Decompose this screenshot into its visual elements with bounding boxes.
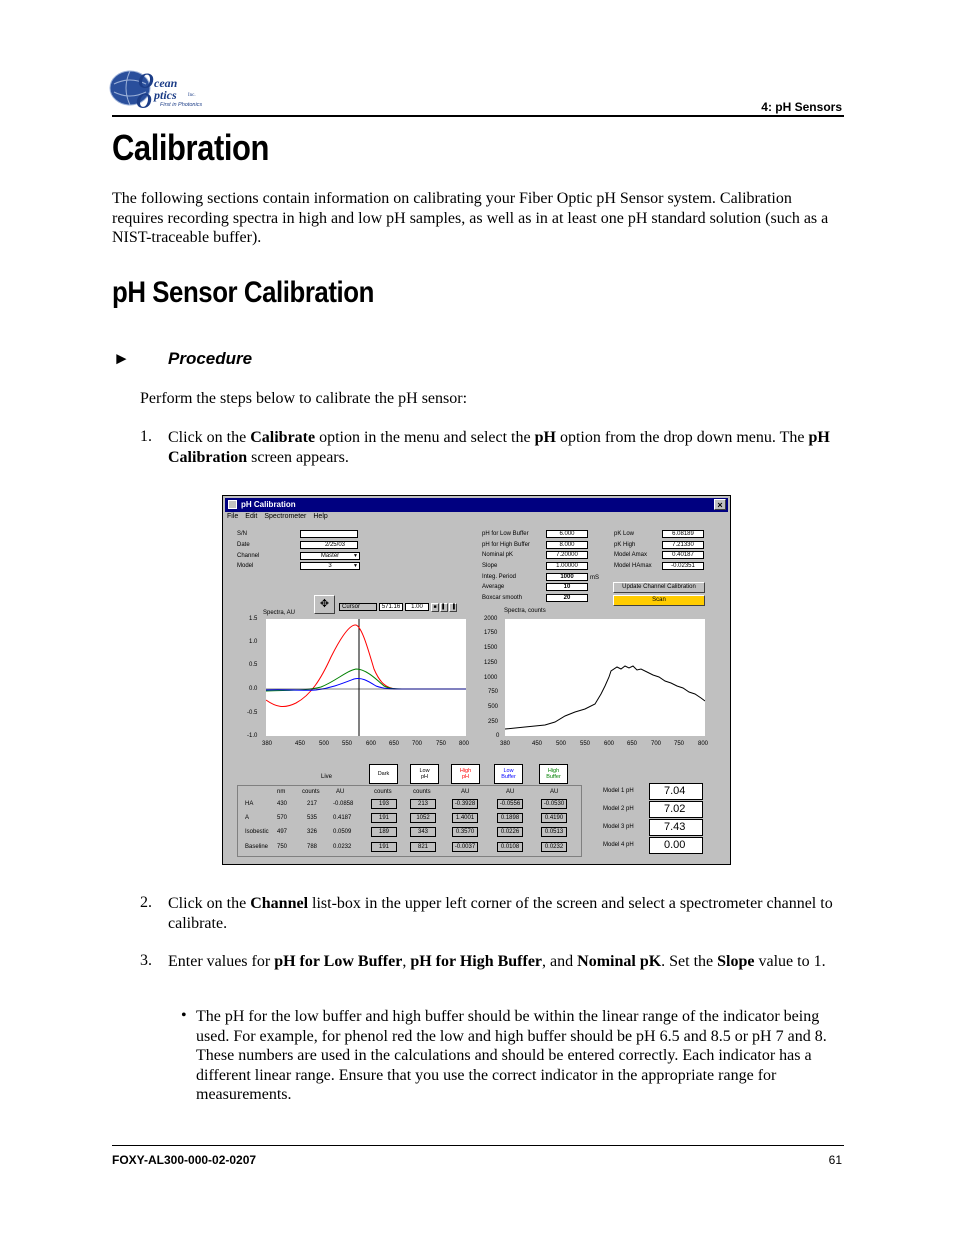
cursor-label: Cursor: [339, 603, 377, 611]
table-cell: 1.4001: [452, 813, 478, 823]
right-plot-title: Spectra, counts: [504, 608, 546, 614]
row-nm: 570: [277, 815, 288, 821]
right-xtick: 650: [627, 741, 638, 747]
col-counts: counts: [302, 789, 320, 795]
row-counts: 326: [307, 829, 318, 835]
right-xtick: 550: [580, 741, 591, 747]
pk-high-label: pK High: [614, 542, 636, 548]
table-cell: 189: [371, 827, 397, 837]
table-cell: -0.3928: [452, 799, 478, 809]
ph-low-buffer-label: pH for Low Buffer: [482, 531, 529, 537]
sn-label: S/N: [237, 531, 248, 537]
cursor-flag-icon[interactable]: ▌: [440, 603, 448, 612]
table-cell: 0.0513: [541, 827, 567, 837]
left-xtick: 600: [366, 741, 377, 747]
integ-period-label: Integ. Period: [482, 574, 517, 580]
right-ytick: 1000: [484, 675, 498, 681]
step-2-text: Click on the Channel list-box in the upper left corner of the screen and select a spectrometer channel to calibrate.: [168, 895, 833, 932]
model-amax-field: 0.40187: [662, 551, 704, 559]
row-counts: 788: [307, 844, 318, 850]
bullet-text: The pH for the low buffer and high buffer should be within the linear range of the indicator being used. For example, for phenol red the low and high buffer should be pH 6.5 and 8.5 or pH 7 and 8. These numbers are used in the calculations and should be entered correctly. Each indicator has a different linear range. Ensure that you use the correct indicator in the appropriate range for measurements.: [196, 1008, 827, 1103]
high-ph-button[interactable]: High pH: [451, 764, 480, 784]
left-spectra-plot: [266, 619, 466, 736]
channel-label: Channel: [237, 553, 260, 559]
table-cell: -0.0556: [497, 799, 523, 809]
footer-rule: [112, 1145, 844, 1146]
row-counts: 535: [307, 815, 318, 821]
bullet-icon: •: [181, 1007, 187, 1024]
low-ph-button[interactable]: Low pH: [410, 764, 439, 784]
right-xtick: 500: [556, 741, 567, 747]
row-name: A: [245, 815, 250, 821]
table-cell: 193: [371, 799, 397, 809]
logo-word-2: ptics: [154, 88, 177, 102]
document-number: FOXY-AL300-000-02-0207: [112, 1153, 257, 1167]
right-xtick: 750: [674, 741, 685, 747]
row-name: Baseline: [245, 844, 269, 850]
ph-high-buffer-label: pH for High Buffer: [482, 542, 530, 548]
date-field[interactable]: 2/25/03: [300, 541, 358, 549]
counts-curve: [505, 666, 705, 729]
left-ytick: 0.5: [249, 662, 258, 668]
table-cell: -0.0037: [452, 842, 478, 852]
cursor-step-right-icon[interactable]: ▐: [449, 603, 457, 612]
cursor-step-icon[interactable]: ■: [431, 603, 439, 612]
right-xtick: 450: [532, 741, 543, 747]
window-titlebar: [225, 498, 728, 512]
menu-bar: [227, 513, 335, 520]
pk-low-field: 6.08189: [662, 530, 704, 538]
scan-button[interactable]: Scan: [613, 595, 705, 606]
col-nm: nm: [277, 789, 286, 795]
high-buffer-button[interactable]: High Buffer: [539, 764, 568, 784]
ms-unit-label: mS: [590, 575, 599, 581]
model-select[interactable]: 3: [300, 562, 360, 570]
sn-field[interactable]: [300, 530, 358, 538]
step-3-text: Enter values for pH for Low Buffer, pH for High Buffer, and Nominal pK. Set the Slope value to 1.: [168, 953, 826, 970]
nominal-pk-field[interactable]: 7.20000: [546, 551, 588, 559]
chevron-down-icon[interactable]: ▼: [353, 563, 358, 569]
model-1-ph-label: Model 1 pH: [603, 788, 634, 794]
left-xtick: 500: [319, 741, 330, 747]
counts-spectra-svg: [505, 619, 705, 736]
pk-low-label: pK Low: [614, 531, 635, 537]
window-title: pH Calibration: [241, 500, 296, 509]
table-cell: 0.0226: [497, 827, 523, 837]
step-3-number: 3.: [140, 952, 152, 969]
table-cell: 343: [410, 827, 436, 837]
ocean-optics-logo: [108, 66, 226, 112]
model-hamax-field: -0.02351: [662, 562, 704, 570]
row-name: Isobestic: [245, 829, 269, 835]
left-ytick: 0.0: [249, 686, 258, 692]
left-ytick: 1.5: [249, 616, 258, 622]
procedure-lead: Perform the steps below to calibrate the pH sensor:: [140, 390, 468, 407]
menu-help[interactable]: Help: [313, 513, 328, 520]
boxcar-field[interactable]: 20: [546, 594, 588, 602]
slope-field[interactable]: 1.00000: [546, 562, 588, 570]
table-cell: 1052: [410, 813, 436, 823]
col-highph-au: AU: [461, 789, 470, 795]
procedure-arrow-icon: ►: [113, 349, 130, 368]
slope-label: Slope: [482, 563, 498, 569]
row-name: HA: [245, 801, 254, 807]
close-icon[interactable]: ×: [714, 499, 726, 510]
col-lowph-counts: counts: [413, 789, 431, 795]
right-ytick: 1500: [484, 645, 498, 651]
left-xtick: 650: [389, 741, 400, 747]
row-nm: 497: [277, 829, 288, 835]
live-label: Live: [321, 774, 333, 780]
model-hamax-label: Model HAmax: [614, 563, 652, 569]
row-au: 0.0232: [333, 844, 352, 850]
menu-spectrometer[interactable]: Spectrometer: [264, 513, 307, 520]
table-cell: 0.4190: [541, 813, 567, 823]
section-subtitle: pH Sensor Calibration: [112, 276, 374, 309]
logo-word-1: cean: [154, 76, 178, 90]
window-app-icon: [228, 500, 237, 509]
chevron-down-icon[interactable]: ▼: [353, 553, 358, 559]
right-ytick: 1250: [484, 660, 498, 666]
table-cell: 0.3570: [452, 827, 478, 837]
left-xtick: 800: [459, 741, 470, 747]
model-4-ph-value: 0.00: [649, 837, 703, 854]
boxcar-label: Boxcar smooth: [482, 595, 523, 601]
step-1-number: 1.: [140, 428, 152, 445]
integ-period-field[interactable]: 1000: [546, 573, 588, 581]
row-nm: 750: [277, 844, 288, 850]
cursor-value: 1.00: [405, 603, 429, 611]
right-ytick: 750: [488, 689, 499, 695]
row-au: 0.4187: [333, 815, 352, 821]
model-3-ph-value: 7.43: [649, 819, 703, 836]
average-field[interactable]: 10: [546, 583, 588, 591]
row-au: -0.0858: [333, 801, 354, 807]
col-lowbuf-au: AU: [506, 789, 515, 795]
model-3-ph-label: Model 3 pH: [603, 824, 634, 830]
right-spectra-plot: [505, 619, 705, 736]
right-ytick: 1750: [484, 630, 498, 636]
col-highbuf-au: AU: [550, 789, 559, 795]
menu-edit[interactable]: Edit: [245, 513, 258, 520]
table-cell: 0.1898: [497, 813, 523, 823]
left-ytick: -1.0: [247, 733, 258, 739]
channel-select[interactable]: Master: [300, 552, 360, 560]
pk-high-field: 7.21330: [662, 541, 704, 549]
table-cell: -0.0530: [541, 799, 567, 809]
ph-high-buffer-field[interactable]: 8.000: [546, 541, 588, 549]
left-plot-title: Spectra, AU: [263, 610, 296, 616]
model-4-ph-label: Model 4 pH: [603, 842, 634, 848]
left-ytick: 1.0: [249, 639, 258, 645]
model-2-ph-label: Model 2 pH: [603, 806, 634, 812]
svg-text:O: O: [136, 88, 152, 112]
cursor-move-icon[interactable]: ✥: [314, 595, 335, 614]
logo-tagline: First in Photonics: [160, 102, 203, 108]
au-curve-red: [266, 625, 466, 707]
table-cell: 191: [371, 842, 397, 852]
au-curve-blue: [266, 678, 466, 690]
right-xtick: 800: [698, 741, 709, 747]
model-label: Model: [237, 563, 254, 569]
au-spectra-svg: [266, 619, 466, 736]
left-xtick: 550: [342, 741, 353, 747]
average-label: Average: [482, 584, 505, 590]
table-cell: 213: [410, 799, 436, 809]
left-xtick: 750: [436, 741, 447, 747]
step-1-text: Click on the Calibrate option in the menu and select the pH option from the drop down menu. The pH Calibration screen appears.: [168, 429, 830, 466]
page-number: 61: [828, 1153, 842, 1167]
table-cell: 0.0232: [541, 842, 567, 852]
col-dark-counts: counts: [374, 789, 392, 795]
right-xtick: 700: [651, 741, 662, 747]
nominal-pk-label: Nominal pK: [482, 552, 514, 558]
dark-button[interactable]: Dark: [369, 764, 398, 784]
page-title: Calibration: [112, 127, 269, 168]
table-cell: 191: [371, 813, 397, 823]
table-cell: 821: [410, 842, 436, 852]
right-ytick: 250: [488, 719, 499, 725]
right-ytick: 500: [488, 704, 499, 710]
section-tag: 4: pH Sensors: [761, 100, 842, 114]
right-ytick: 0: [496, 733, 500, 739]
model-2-ph-value: 7.02: [649, 801, 703, 818]
logo-inc: Inc.: [188, 93, 196, 98]
header-rule: [112, 115, 844, 117]
right-xtick: 600: [604, 741, 615, 747]
update-channel-calibration-button[interactable]: Update Channel Calibration: [613, 582, 705, 593]
svg-text:O: O: [138, 68, 154, 93]
left-xtick: 450: [295, 741, 306, 747]
cursor-wavelength: 571.16: [379, 603, 403, 611]
ph-low-buffer-field[interactable]: 6.000: [546, 530, 588, 538]
row-nm: 430: [277, 801, 288, 807]
left-ytick: -0.5: [247, 710, 258, 716]
row-au: 0.0509: [333, 829, 352, 835]
low-buffer-button[interactable]: Low Buffer: [494, 764, 523, 784]
intro-paragraph: The following sections contain information on calibrating your Fiber Optic pH Sensor system. Calibration requires recording spectra in high and low pH samples, as well as in at least one pH standard solution (such as a NIST-traceable buffer).: [112, 190, 829, 246]
date-label: Date: [237, 542, 250, 548]
right-xtick: 380: [500, 741, 511, 747]
right-ytick: 2000: [484, 616, 498, 622]
model-1-ph-value: 7.04: [649, 783, 703, 800]
row-counts: 217: [307, 801, 318, 807]
menu-file[interactable]: File: [227, 513, 239, 520]
table-cell: 0.0108: [497, 842, 523, 852]
model-amax-label: Model Amax: [614, 552, 648, 558]
left-xtick: 380: [262, 741, 273, 747]
ph-calibration-window: [222, 495, 731, 865]
col-au: AU: [336, 789, 345, 795]
procedure-heading: Procedure: [168, 349, 253, 368]
left-xtick: 700: [412, 741, 423, 747]
step-2-number: 2.: [140, 894, 152, 911]
